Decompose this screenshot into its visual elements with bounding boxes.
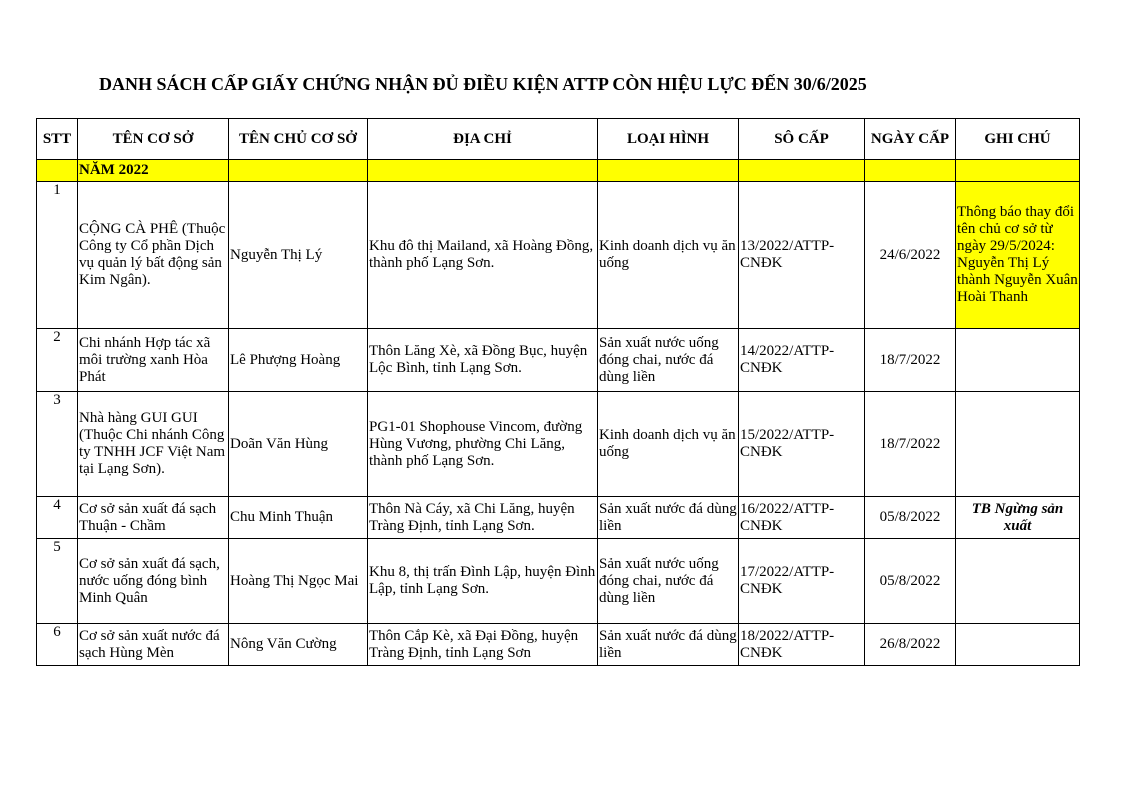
header-so-cap: SÔ CẤP — [739, 119, 865, 160]
address-cell: Thôn Nà Cáy, xã Chi Lăng, huyện Tràng Định, tỉnh Lạng Sơn. — [368, 497, 598, 539]
header-ngay-cap: NGÀY CẤP — [865, 119, 956, 160]
note-cell — [956, 392, 1080, 497]
certificate-number-cell: 15/2022/ATTP-CNĐK — [739, 392, 865, 497]
address-cell: Thôn Cắp Kè, xã Đại Đồng, huyện Tràng Định, tỉnh Lạng Sơn — [368, 624, 598, 666]
address-cell: Thôn Lăng Xè, xã Đồng Bục, huyện Lộc Bình, tỉnh Lạng Sơn. — [368, 329, 598, 392]
year-empty-cell — [598, 160, 739, 182]
header-loai-hinh: LOẠI HÌNH — [598, 119, 739, 160]
facility-name-cell: Chi nhánh Hợp tác xã môi trường xanh Hòa Phát — [78, 329, 229, 392]
address-cell: Khu đô thị Mailand, xã Hoàng Đồng, thành phố Lạng Sơn. — [368, 182, 598, 329]
owner-name-cell: Lê Phượng Hoàng — [229, 329, 368, 392]
stt-cell: 6 — [37, 624, 78, 666]
header-stt: STT — [37, 119, 78, 160]
owner-name-cell: Doãn Văn Hùng — [229, 392, 368, 497]
table-row — [37, 539, 1080, 624]
business-type-cell: Sản xuất nước đá dùng liền — [598, 624, 739, 666]
issue-date-cell: 05/8/2022 — [865, 497, 956, 539]
facility-name-cell: Nhà hàng GUI GUI (Thuộc Chi nhánh Công ty TNHH JCF Việt Nam tại Lạng Sơn). — [78, 392, 229, 497]
stt-cell: 1 — [37, 182, 78, 329]
note-cell — [956, 329, 1080, 392]
header-ghi-chu: GHI CHÚ — [956, 119, 1080, 160]
certificate-number-cell: 17/2022/ATTP-CNĐK — [739, 539, 865, 624]
year-empty-cell — [229, 160, 368, 182]
page-title: DANH SÁCH CẤP GIẤY CHỨNG NHẬN ĐỦ ĐIỀU KIỆN ATTP CÒN HIỆU LỰC ĐẾN 30/6/2025 — [99, 74, 867, 94]
facility-name-cell: CỘNG CÀ PHÊ (Thuộc Công ty Cổ phần Dịch vụ quản lý bất động sản Kim Ngân). — [78, 182, 229, 329]
issue-date-cell: 18/7/2022 — [865, 329, 956, 392]
certificate-number-cell: 16/2022/ATTP-CNĐK — [739, 497, 865, 539]
business-type-cell: Kinh doanh dịch vụ ăn uống — [598, 182, 739, 329]
owner-name-cell: Nông Văn Cường — [229, 624, 368, 666]
note-cell: TB Ngừng sản xuất — [956, 497, 1080, 539]
note-cell — [956, 624, 1080, 666]
year-empty-cell — [956, 160, 1080, 182]
stt-cell: 4 — [37, 497, 78, 539]
year-empty-cell — [865, 160, 956, 182]
facility-name-cell: Cơ sở sản xuất đá sạch Thuận - Chầm — [78, 497, 229, 539]
year-stt-cell — [37, 160, 78, 182]
business-type-cell: Sản xuất nước đá dùng liền — [598, 497, 739, 539]
table-row — [37, 392, 1080, 497]
issue-date-cell: 26/8/2022 — [865, 624, 956, 666]
stt-cell: 2 — [37, 329, 78, 392]
table-row — [37, 624, 1080, 666]
address-cell: Khu 8, thị trấn Đình Lập, huyện Đình Lập, tỉnh Lạng Sơn. — [368, 539, 598, 624]
year-label: NĂM 2022 — [78, 160, 229, 182]
header-row — [37, 119, 1080, 160]
header-ten-co-so: TÊN CƠ SỞ — [78, 119, 229, 160]
stt-cell: 5 — [37, 539, 78, 624]
year-row — [37, 160, 1080, 182]
business-type-cell: Kinh doanh dịch vụ ăn uống — [598, 392, 739, 497]
year-empty-cell — [739, 160, 865, 182]
certificate-number-cell: 18/2022/ATTP-CNĐK — [739, 624, 865, 666]
owner-name-cell: Nguyễn Thị Lý — [229, 182, 368, 329]
issue-date-cell: 18/7/2022 — [865, 392, 956, 497]
certificate-number-cell: 13/2022/ATTP-CNĐK — [739, 182, 865, 329]
note-cell: Thông báo thay đổi tên chủ cơ sở từ ngày 29/5/2024: Nguyễn Thị Lý thành Nguyễn Xuân Hoài Thanh — [956, 182, 1080, 329]
address-cell: PG1-01 Shophouse Vincom, đường Hùng Vương, phường Chi Lăng, thành phố Lạng Sơn. — [368, 392, 598, 497]
facility-name-cell: Cơ sở sản xuất đá sạch, nước uống đóng bình Minh Quân — [78, 539, 229, 624]
header-dia-chi: ĐỊA CHỈ — [368, 119, 598, 160]
owner-name-cell: Chu Minh Thuận — [229, 497, 368, 539]
certificate-table — [36, 118, 1080, 666]
year-empty-cell — [368, 160, 598, 182]
business-type-cell: Sản xuất nước uống đóng chai, nước đá dùng liền — [598, 539, 739, 624]
header-ten-chu-co-so: TÊN CHỦ CƠ SỞ — [229, 119, 368, 160]
facility-name-cell: Cơ sở sản xuất nước đá sạch Hùng Mèn — [78, 624, 229, 666]
table-row — [37, 329, 1080, 392]
table-row — [37, 497, 1080, 539]
owner-name-cell: Hoàng Thị Ngọc Mai — [229, 539, 368, 624]
certificate-number-cell: 14/2022/ATTP-CNĐK — [739, 329, 865, 392]
business-type-cell: Sản xuất nước uống đóng chai, nước đá dùng liền — [598, 329, 739, 392]
note-cell — [956, 539, 1080, 624]
table-row — [37, 182, 1080, 329]
issue-date-cell: 24/6/2022 — [865, 182, 956, 329]
stt-cell: 3 — [37, 392, 78, 497]
issue-date-cell: 05/8/2022 — [865, 539, 956, 624]
